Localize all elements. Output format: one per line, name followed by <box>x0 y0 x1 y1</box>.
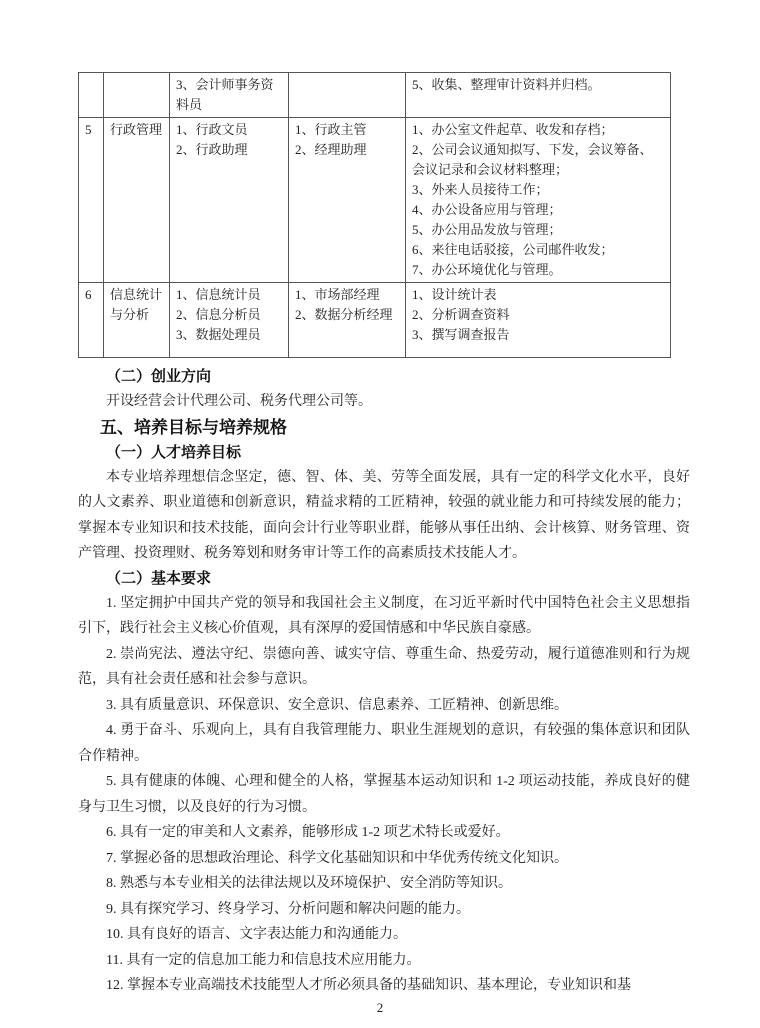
requirement-item: 10. 具有良好的语言、文字表达能力和沟通能力。 <box>106 927 407 942</box>
cell-row-number: 5 <box>79 118 104 283</box>
duty-line: 3、撰写调查报告 <box>412 327 510 342</box>
duty-line: 3、外来人员接待工作； <box>412 182 549 197</box>
duty-line: 5、收集、整理审计资料并归档。 <box>412 77 601 92</box>
job-line: 1、信息统计员 <box>176 287 261 302</box>
requirement-item: 5. 具有健康的体魄、心理和健全的人格，掌握基本运动知识和 1-2 项运动技能，养成良好的健身与卫生习惯，以及良好的行为习惯。 <box>78 774 690 815</box>
duty-line: 1、设计统计表 <box>412 287 497 302</box>
duty-line: 6、来往电话驳接，公司邮件收发； <box>412 242 614 257</box>
heading-basic-requirements: （二）基本要求 <box>106 569 212 587</box>
talent-goal-paragraph: 本专业培养理想信念坚定，德、智、体、美、劳等全面发展，具有一定的科学文化水平，良好的人文素养、职业道德和创新意识，精益求精的工匠精神，较强的就业能力和可持续发展的能力；掌握本专业知识和技术技能，面向会计行业等职业群，能够从事任出纳、会计核算、财务管理、资产管理、投资理财、税务筹划和财务审计等工作的高素质技术技能人才。 <box>78 469 690 561</box>
position-line: 1、行政主管 <box>295 122 367 137</box>
entrepreneurship-text: 开设经营会计代理公司、税务代理公司等。 <box>106 394 372 409</box>
heading-chapter-5-training-goals: 五、培养目标与培养规格 <box>100 417 287 437</box>
basic-requirements-list <box>78 591 690 999</box>
duty-line: 2、分析调查资料 <box>412 307 510 322</box>
position-line: 2、数据分析经理 <box>295 307 393 322</box>
cell-row-number: 6 <box>79 283 104 358</box>
duty-line: 2、公司会议通知拟写、下发，会议筹备、会议记录和会议材料整理； <box>412 142 653 177</box>
duty-line: 5、办公用品发放与管理； <box>412 222 562 237</box>
cell-category <box>104 73 170 118</box>
cell-positions <box>289 73 406 118</box>
duty-line: 4、办公设备应用与管理； <box>412 202 562 217</box>
cell-row-number <box>79 73 104 118</box>
requirement-item: 12. 掌握本专业高端技术技能型人才所必须具备的基础知识、基本理论，专业知识和基 <box>106 978 631 993</box>
job-line: 2、行政助理 <box>176 142 248 157</box>
table-row-continuation <box>79 73 671 118</box>
requirement-item: 4. 勇于奋斗、乐观向上，具有自我管理能力、职业生涯规划的意识，有较强的集体意识和团队合作精神。 <box>78 723 690 764</box>
job-line: 2、信息分析员 <box>176 307 261 322</box>
requirement-item: 8. 熟悉与本专业相关的法律法规以及环境保护、安全消防等知识。 <box>106 876 512 891</box>
requirement-item: 2. 崇尚宪法、遵法守纪、崇德向善、诚实守信、尊重生命、热爱劳动，履行道德准则和行为规范，具有社会责任感和社会参与意识。 <box>78 646 690 687</box>
cell-duties <box>406 118 671 283</box>
requirement-item: 3. 具有质量意识、环保意识、安全意识、信息素养、工匠精神、创新思维。 <box>106 697 568 713</box>
requirement-item: 11. 具有一定的信息加工能力和信息技术应用能力。 <box>106 952 421 968</box>
cell-category: 信息统计与分析 <box>104 283 170 358</box>
cell-jobs <box>170 283 289 358</box>
career-direction-table <box>78 72 671 358</box>
cell-jobs <box>170 118 289 283</box>
position-line: 2、经理助理 <box>295 142 367 157</box>
requirement-item: 1. 坚定拥护中国共产党的领导和我国社会主义制度，在习近平新时代中国特色社会主义思想指引下，践行社会主义核心价值观，具有深厚的爱国情感和中华民族自豪感。 <box>78 595 690 636</box>
document-content <box>78 72 690 999</box>
table-row-6 <box>79 283 671 358</box>
cell-positions <box>289 283 406 358</box>
job-line: 3、数据处理员 <box>176 327 261 342</box>
cell-category: 行政管理 <box>104 118 170 283</box>
cell-duties <box>406 283 671 358</box>
duty-line: 1、办公室文件起草、收发和存档； <box>412 122 614 137</box>
requirement-item: 6. 具有一定的审美和人文素养，能够形成 1-2 项艺术特长或爱好。 <box>106 825 510 840</box>
cell-positions <box>289 118 406 283</box>
position-line: 1、市场部经理 <box>295 287 380 302</box>
table-row-5 <box>79 118 671 283</box>
requirement-item: 9. 具有探究学习、终身学习、分析问题和解决问题的能力。 <box>106 901 470 917</box>
job-line: 3、会计师事务资料员 <box>176 77 274 112</box>
cell-duties <box>406 73 671 118</box>
job-line: 1、行政文员 <box>176 122 248 137</box>
heading-entrepreneurship-direction: （二）创业方向 <box>106 368 212 385</box>
cell-jobs <box>170 73 289 118</box>
requirement-item: 7. 掌握必备的思想政治理论、科学文化基础知识和中华优秀传统文化知识。 <box>106 850 568 866</box>
duty-line: 7、办公环境优化与管理。 <box>412 262 562 277</box>
heading-talent-training-goal: （一）人才培养目标 <box>106 443 242 461</box>
page-number: 2 <box>376 1000 384 1015</box>
